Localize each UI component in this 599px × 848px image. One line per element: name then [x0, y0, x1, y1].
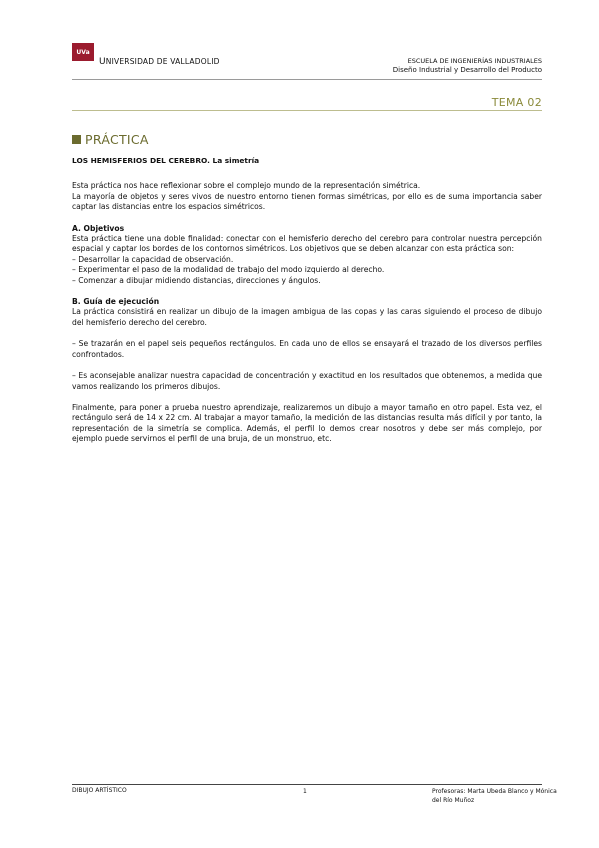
footer-authors: Profesoras: Marta Ubeda Blanco y Mónica del Río Muñoz	[432, 788, 557, 804]
objective-item: – Desarrollar la capacidad de observación.	[72, 254, 234, 264]
bullet-square-icon	[72, 135, 81, 144]
objectives-text: Esta práctica tiene una doble finalidad: conectar con el hemisferio derecho del cerebro para controlar nuestra percepción espacial y captar los bordes de los contornos simétricos. Los objetivos que se deben alcanzar con esta práctica son:	[72, 234, 542, 254]
objective-item: – Experimentar el paso de la modalidad de trabajo del modo izquierdo al derecho.	[72, 265, 385, 275]
practice-subtitle: LOS HEMISFERIOS DEL CEREBRO. La simetría	[72, 156, 260, 165]
guide-paragraph-3: – Es aconsejable analizar nuestra capacidad de concentración y exactitud en los resultados que obtenemos, a medida que vamos realizando los primeros dibujos.	[72, 371, 542, 391]
guide-paragraph-2: – Se trazarán en el papel seis pequeños rectángulos. En cada uno de ellos se ensayará el trazado de los diversos perfiles confrontados.	[72, 339, 542, 359]
objective-item: – Comenzar a dibujar midiendo distancias, direcciones y ángulos.	[72, 275, 321, 285]
footer-divider	[72, 784, 542, 785]
header-divider	[72, 79, 542, 80]
footer-course: DIBUJO ARTÍSTICO	[72, 787, 127, 794]
intro-line-1: Esta práctica nos hace reflexionar sobre el complejo mundo de la representación simétrica.	[72, 181, 421, 191]
section-heading	[72, 132, 149, 147]
objectives-heading: A. Objetivos	[72, 223, 125, 233]
intro-line-2: La mayoría de objetos y seres vivos de nuestro entorno tienen formas simétricas, por ello es de suma importancia saber captar las distancias entre los espacios simétricos.	[72, 191, 542, 212]
school-info	[393, 57, 542, 75]
execution-guide-heading: B. Guía de ejecución	[72, 297, 160, 307]
page-number: 1	[303, 788, 307, 795]
degree-name: Diseño Industrial y Desarrollo del Producto	[392, 66, 542, 74]
topic-number: TEMA 02	[491, 96, 542, 109]
university-name	[99, 57, 220, 67]
university-logo: UVa	[72, 43, 94, 61]
topic-divider	[72, 110, 542, 111]
guide-paragraph-1: La práctica consistirá en realizar un dibujo de la imagen ambigua de las copas y las caras siguiendo el proceso de dibujo del hemisferio derecho del cerebro.	[72, 307, 542, 327]
document-body	[72, 156, 542, 445]
section-title: PRÁCTICA	[85, 132, 149, 147]
university-initial: U	[99, 57, 106, 67]
guide-paragraph-4: Finalmente, para poner a prueba nuestro aprendizaje, realizaremos un dibujo a mayor tamaño en otro papel. Esta vez, el rectángulo será de 14 x 22 cm. Al trabajar a mayor tamaño, la medición de las distancias resulta más difícil y por tanto, la representación de la simetría se complica. Además, el perfil lo demos crear nosotros y debe ser más complejo, por ejemplo puede servirnos el perfil de una bruja, de un monstruo, etc.	[72, 402, 542, 444]
university-name-rest: NIVERSIDAD DE VALLADOLID	[105, 57, 220, 66]
school-name: ESCUELA DE INGENIERÍAS INDUSTRIALES	[407, 57, 542, 65]
